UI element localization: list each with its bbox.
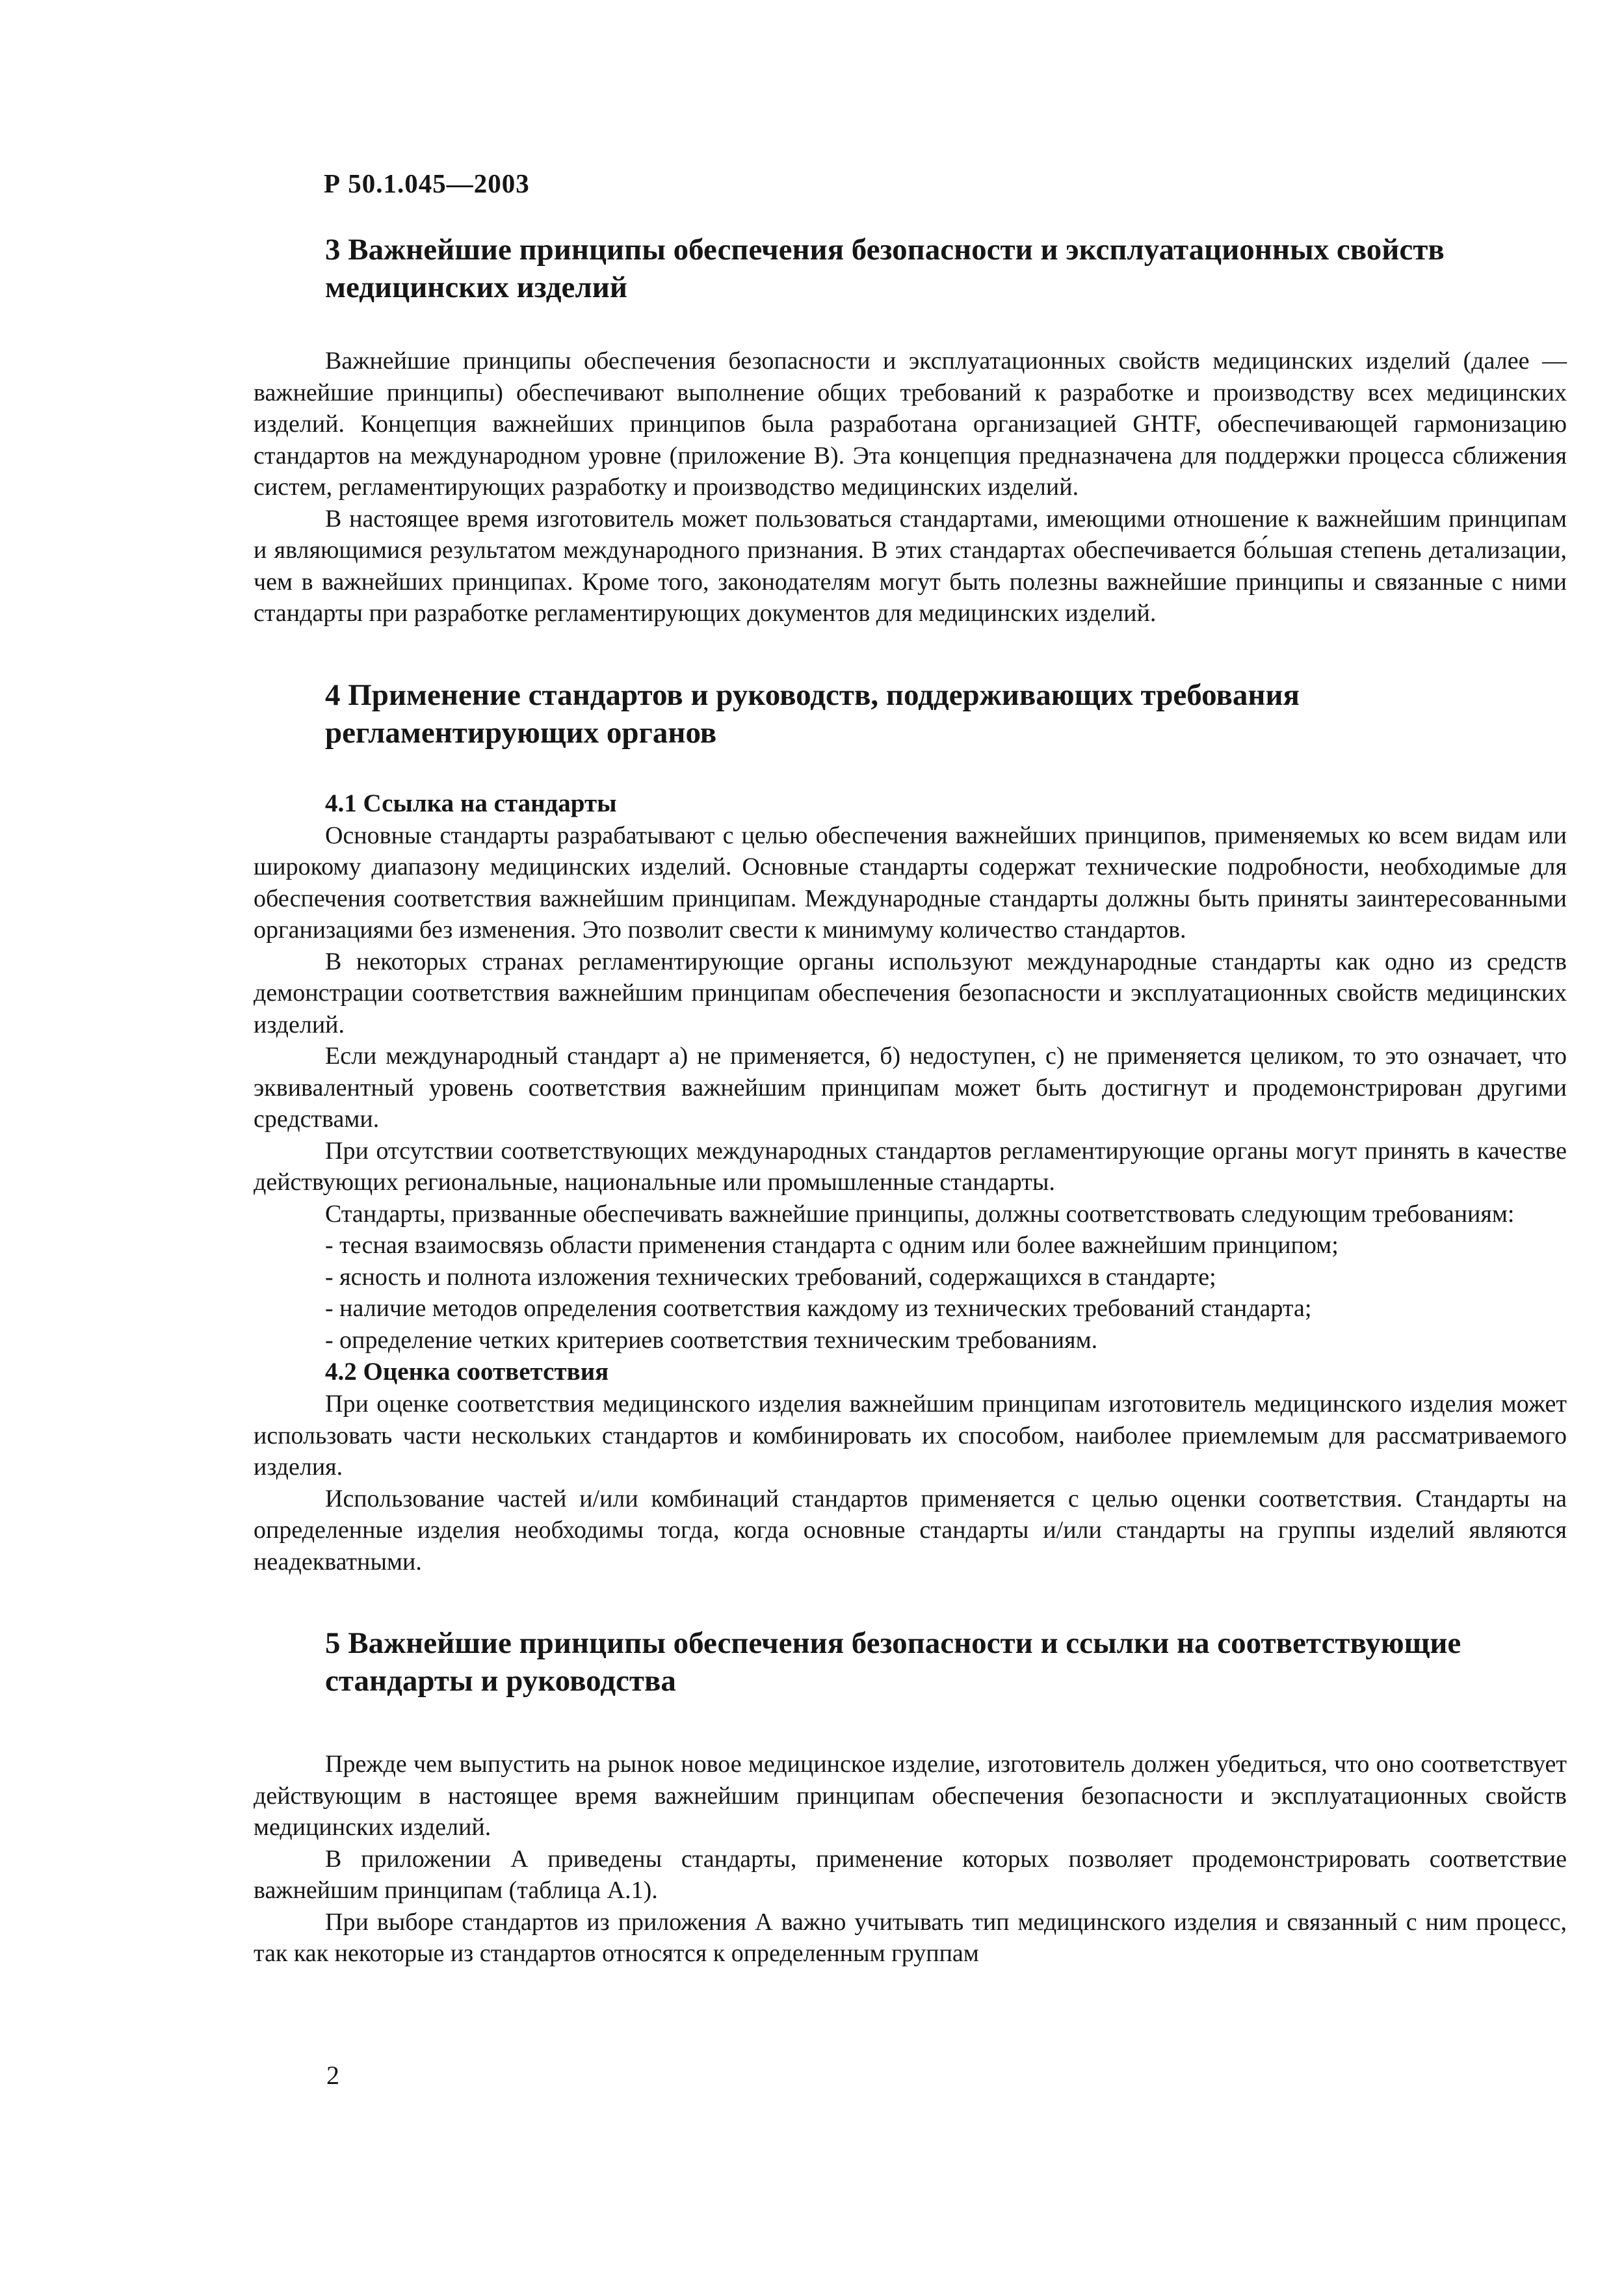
list-item: - ясность и полнота изложения технических требований, содержащихся в стандарте; [325, 1261, 1567, 1293]
paragraph: Важнейшие принципы обеспечения безопасности и эксплуатационных свойств медицинских изделий (далее — важнейшие принципы) обеспечивают выполнение общих требований к разработке и производству всех медицинских изделий. Концепция важнейших принципов была разработана организацией GHTF, обеспечивающей гармонизацию стандартов на международном уровне (приложение В). Эта концепция предназначена для поддержки процесса сближения систем, регламентирующих разработку и производство медицинских изделий. [254, 347, 1567, 501]
list-item: - определение четких критериев соответствия техническим требованиям. [325, 1325, 1567, 1356]
section-5 [254, 1624, 1567, 1970]
subsection-4-2-heading: 4.2 Оценка соответствия [325, 1358, 609, 1386]
paragraph: В некоторых странах регламентирующие органы используют международные стандарты как одно из средств демонстрации соответствия важнейшим принципам обеспечения безопасности и эксплуатационных свойств медицинских изделий. [254, 947, 1567, 1038]
paragraph: При оценке соответствия медицинского изделия важнейшим принципам изготовитель медицинского изделия может использовать части нескольких стандартов и комбинировать их способом, наиболее приемлемым для рассматриваемого изделия. [254, 1390, 1567, 1481]
paragraph: В приложении А приведены стандарты, применение которых позволяет продемонстрировать соответствие важнейшим принципам (таблица А.1). [254, 1845, 1567, 1904]
section-4 [254, 676, 1567, 1578]
document-number: Р 50.1.045—2003 [324, 168, 530, 198]
paragraph: Прежде чем выпустить на рынок новое медицинское изделие, изготовитель должен убедиться, что оно соответствует действующим в настоящее время важнейшим принципам обеспечения безопасности и эксплуатационных свойств медицинских изделий. [254, 1750, 1567, 1841]
paragraph: При выборе стандартов из приложения А важно учитывать тип медицинского изделия и связанный с ним процесс, так как некоторые из стандартов относятся к определенным группам [254, 1908, 1567, 1967]
paragraph: Использование частей и/или комбинаций стандартов применяется с целью оценки соответствия. Стандарты на определенные изделия необходимы тогда, когда основные стандарты и/или стандарты на группы изделий являются неадекватными. [254, 1485, 1567, 1576]
subsection-4-1-heading: 4.1 Ссылка на стандарты [325, 789, 617, 817]
paragraph: Основные стандарты разрабатывают с целью обеспечения важнейших принципов, применяемых ко всем видам или широкому диапазону медицинских изделий. Основные стандарты содержат технические подробности, необходимые для обеспечения соответствия важнейшим принципам. Международные стандарты должны быть приняты заинтересованными организациями без изменения. Это позволит свести к минимуму количество стандартов. [254, 821, 1567, 944]
paragraph: При отсутствии соответствующих международных стандартов регламентирующие органы могут принять в качестве действующих региональные, национальные или промышленные стандарты. [254, 1137, 1567, 1196]
requirements-list [254, 1230, 1567, 1356]
section-3-heading: 3 Важнейшие принципы обеспечения безопасности и эксплуатационных свойств медицинских изделий [325, 233, 1445, 304]
section-3 [254, 231, 1567, 629]
paragraph: Если международный стандарт а) не применяется, б) недоступен, с) не применяется целиком, то это означает, что эквивалентный уровень соответствия важнейшим принципам может быть достигнут и продемонстрирован другими средствами. [254, 1042, 1567, 1133]
page-number: 2 [326, 2061, 339, 2090]
paragraph: Стандарты, призванные обеспечивать важнейшие принципы, должны соответствовать следующим требованиям: [325, 1200, 1515, 1228]
list-item: - тесная взаимосвязь области применения стандарта с одним или более важнейшим принципом; [325, 1230, 1567, 1261]
document-body [254, 231, 1567, 1970]
paragraph: В настоящее время изготовитель может пользоваться стандартами, имеющими отношение к важнейшим принципам и являющимися результатом международного признания. В этих стандартах обеспечивается бо́льшая степень детализации, чем в важнейших принципах. Кроме того, законодателям могут быть полезны важнейшие принципы и связанные с ними стандарты при разработке регламентирующих документов для медицинских изделий. [254, 505, 1567, 627]
section-5-heading: 5 Важнейшие принципы обеспечения безопасности и ссылки на соответствующие стандарты и руководства [325, 1626, 1461, 1698]
section-4-heading: 4 Применение стандартов и руководств, поддерживающих требования регламентирующих органов [325, 678, 1300, 750]
list-item: - наличие методов определения соответствия каждому из технических требований стандарта; [325, 1293, 1567, 1325]
